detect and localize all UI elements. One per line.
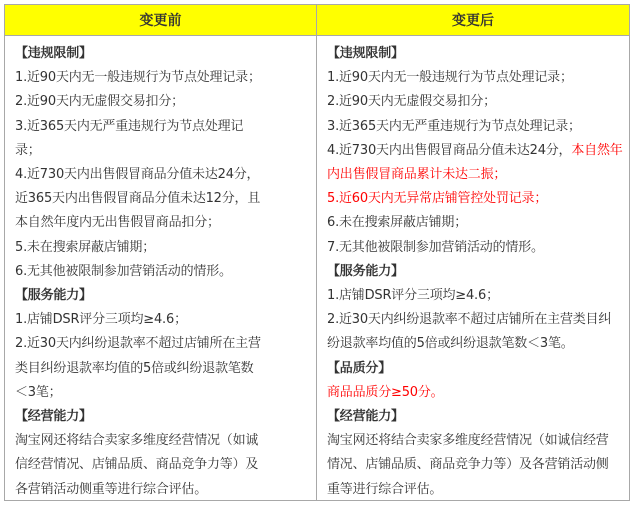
before-line: 2.近30天内纠纷退款率不超过店铺所在主营: [15, 336, 261, 352]
after-line: 1.店铺DSR评分三项均≥4.6；: [327, 288, 499, 304]
highlighted-change: 内出售假冒商品累计未达二振；: [327, 167, 507, 183]
section-violation-title: 【违规限制】: [15, 46, 92, 61]
before-line: 近365天内出售假冒商品分值未达12分，且: [15, 191, 261, 207]
before-line: 各营销活动侧重等进行综合评估。: [15, 481, 208, 497]
before-line: 信经营情况、店铺品质、商品竞争力等）及: [15, 457, 259, 473]
after-line: 2.近30天内纠纷退款率不超过店铺所在主营类目纠: [327, 312, 612, 328]
before-line: 2.近90天内无虚假交易扣分；: [15, 94, 184, 110]
after-line: 1.近90天内无一般违规行为节点处理记录；: [327, 70, 573, 86]
after-line: 3.近365天内无严重违规行为节点处理记录；: [327, 118, 581, 134]
before-line: 类目纠纷退款率均值的5倍或纠纷退款笔数: [15, 360, 254, 376]
before-line: 1.店铺DSR评分三项均≥4.6；: [15, 312, 187, 328]
after-line: 7.无其他被限制参加营销活动的情形。: [327, 239, 544, 255]
highlighted-change: 本自然年: [571, 142, 623, 158]
section-operation-title: 【经营能力】: [327, 409, 404, 425]
section-service-title: 【服务能力】: [15, 288, 92, 304]
before-line: 录；: [15, 142, 41, 158]
after-line: 纷退款率均值的5倍或纠纷退款笔数＜3笔。: [327, 336, 574, 352]
after-line-text: 4.近730天内出售假冒商品分值未达24分，: [327, 142, 572, 158]
after-line: 情况、店铺品质、商品竞争力等）及各营销活动侧: [327, 457, 609, 473]
section-operation-title: 【经营能力】: [15, 409, 92, 425]
header-before: 变更前: [5, 5, 317, 36]
before-line: 1.近90天内无一般违规行为节点处理记录；: [15, 70, 261, 86]
comparison-table: [4, 4, 630, 501]
before-column: [5, 36, 317, 500]
after-column: [317, 36, 629, 500]
after-line: 2.近90天内无虚假交易扣分；: [327, 94, 496, 110]
after-line: 重等进行综合评估。: [327, 481, 443, 497]
section-quality-title: 【品质分】: [327, 360, 392, 376]
before-line: 3.近365天内无严重违规行为节点处理记: [15, 118, 244, 134]
highlighted-change: 5.近60天内无异常店铺管控处罚记录；: [327, 191, 548, 207]
highlighted-change: 商品品质分≥50分。: [327, 384, 444, 400]
section-violation-title: 【违规限制】: [327, 46, 404, 61]
after-line: 6.未在搜索屏蔽店铺期；: [327, 215, 468, 231]
before-line: 4.近730天内出售假冒商品分值未达24分，: [15, 167, 260, 183]
before-line: 本自然年度内无出售假冒商品扣分；: [15, 215, 220, 231]
header-after: 变更后: [317, 5, 629, 36]
before-line: 5.未在搜索屏蔽店铺期；: [15, 239, 156, 255]
after-line: [327, 139, 621, 163]
before-line: ＜3笔；: [15, 384, 62, 400]
section-service-title: 【服务能力】: [327, 263, 404, 279]
before-line: 淘宝网还将结合卖家多维度经营情况（如诚: [15, 433, 259, 449]
before-line: 6.无其他被限制参加营销活动的情形。: [15, 263, 232, 279]
after-line: 淘宝网还将结合卖家多维度经营情况（如诚信经营: [327, 433, 609, 449]
